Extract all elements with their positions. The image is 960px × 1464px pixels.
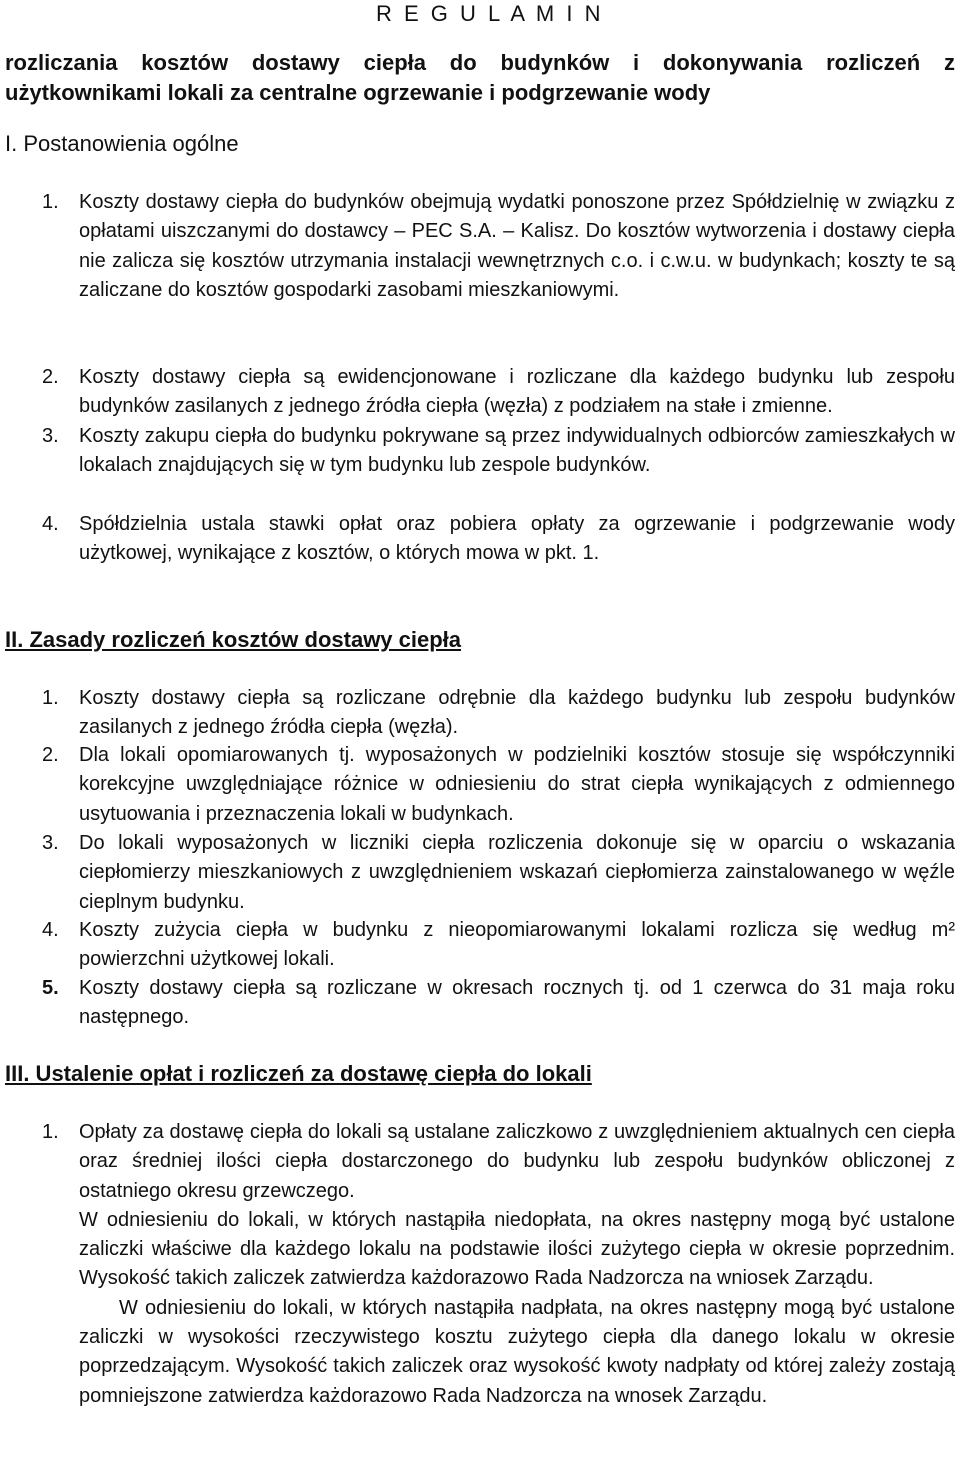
- section-3-heading: III. Ustalenie opłat i rozliczeń za dostawę ciepła do lokali: [5, 1061, 592, 1086]
- item-text: Do lokali wyposażonych w liczniki ciepła rozliczenia dokonuje się w oparciu o wskazania ciepłomierzy mieszkaniowych z uwzględnieniem wskazań ciepłomierza zainstalowanego w węźle cieplnym budynku.: [79, 832, 955, 913]
- section-3-item-1: [42, 1118, 955, 1411]
- item-number: 3.: [42, 425, 59, 447]
- item-paragraph-1: Opłaty za dostawę ciepła do lokali są ustalane zaliczkowo z uwzględnieniem aktualnych cen ciepła oraz średniej ilości ciepła dostarczonego do budynku lub zespołu budynków obliczonej z ostatniego okresu grzewczego.: [79, 1121, 955, 1202]
- page-title: R E G U L A M I N: [376, 1, 604, 26]
- section-2-item-3: [42, 829, 955, 917]
- item-text: Spółdzielnia ustala stawki opłat oraz pobiera opłaty za ogrzewanie i podgrzewanie wody użytkowej, wynikające z kosztów, o których mowa w pkt. 1.: [79, 513, 955, 565]
- item-text: Dla lokali opomiarowanych tj. wyposażonych w podzielniki kosztów stosuje się współczynniki korekcyjne uwzględniające różnice w odniesieniu do strat ciepła wynikających z odmiennego usytuowania i przeznaczenia lokali w budynkach.: [79, 744, 955, 825]
- item-text: Koszty dostawy ciepła są ewidencjonowane i rozliczane dla każdego budynku lub zespołu budynków zasilanych z jednego źródła ciepła (węzła) z podziałem na stałe i zmienne.: [79, 366, 955, 418]
- item-text: Koszty dostawy ciepła do budynków obejmują wydatki ponoszone przez Spółdzielnię w związku z opłatami uiszczanymi do dostawcy – PEC S.A. – Kalisz. Do kosztów wytworzenia i dostawy ciepła nie zalicza się kosztów utrzymania instalacji wewnętrznych c.o. i c.w.u. w budynkach; koszty te są zaliczane do kosztów gospodarki zasobami mieszkaniowymi.: [79, 191, 955, 301]
- item-number: 4.: [42, 513, 59, 535]
- document-subtitle: rozliczania kosztów dostawy ciepła do budynków i dokonywania rozliczeń z użytkownikami lokali za centralne ogrzewanie i podgrzewanie wody: [5, 50, 955, 105]
- section-1-item-4: [42, 510, 955, 569]
- section-2-heading: II. Zasady rozliczeń kosztów dostawy ciepła: [5, 627, 462, 652]
- section-1-item-1: [42, 188, 955, 305]
- item-paragraph-3: W odniesieniu do lokali, w których nastąpiła nadpłata, na okres następny mogą być ustalone zaliczki w wysokości rzeczywistego kosztu zużytego ciepła dla danego lokalu w okresie poprzedzającym. Wysokość takich zaliczek oraz wysokość kwoty nadpłaty od której zależy zostają pomniejszone zatwierdza każdorazowo Rada Nadzorcza na wnosek Zarządu.: [79, 1296, 955, 1407]
- item-number: 3.: [42, 832, 59, 854]
- item-number: 1.: [42, 1121, 59, 1143]
- section-1-item-2: [42, 363, 955, 422]
- section-2-item-5: [42, 974, 955, 1033]
- item-text: Koszty dostawy ciepła są rozliczane w okresach rocznych tj. od 1 czerwca do 31 maja roku następnego.: [79, 977, 955, 1029]
- item-number: 2.: [42, 744, 59, 766]
- item-number: 4.: [42, 919, 59, 941]
- item-paragraph-2: W odniesieniu do lokali, w których nastąpiła niedopłata, na okres następny mogą być ustalone zaliczki właściwe dla każdego lokalu na podstawie ilości zużytego ciepła w okresie poprzednim. Wysokość takich zaliczek zatwierdza każdorazowo Rada Nadzorcza na wniosek Zarządu.: [79, 1208, 955, 1290]
- item-number: 1.: [42, 687, 59, 709]
- section-1-item-3: [42, 422, 955, 481]
- section-2-item-1: [42, 684, 955, 743]
- item-text: Koszty zakupu ciepła do budynku pokrywane są przez indywidualnych odbiorców zamieszkałych w lokalach znajdujących się w tym budynku lub zespole budynków.: [79, 425, 955, 477]
- section-1-heading: I. Postanowienia ogólne: [5, 131, 239, 156]
- section-2-item-2: [42, 741, 955, 829]
- item-number: 5.: [42, 977, 59, 999]
- item-text: Koszty dostawy ciepła są rozliczane odrębnie dla każdego budynku lub zespołu budynków zasilanych z jednego źródła ciepła (węzła).: [79, 687, 955, 739]
- item-number: 1.: [42, 191, 59, 213]
- item-number: 2.: [42, 366, 59, 388]
- section-2-item-4: [42, 916, 955, 975]
- item-text: Koszty zużycia ciepła w budynku z nieopomiarowanymi lokalami rozlicza się według m² powierzchni użytkowej lokali.: [79, 919, 955, 971]
